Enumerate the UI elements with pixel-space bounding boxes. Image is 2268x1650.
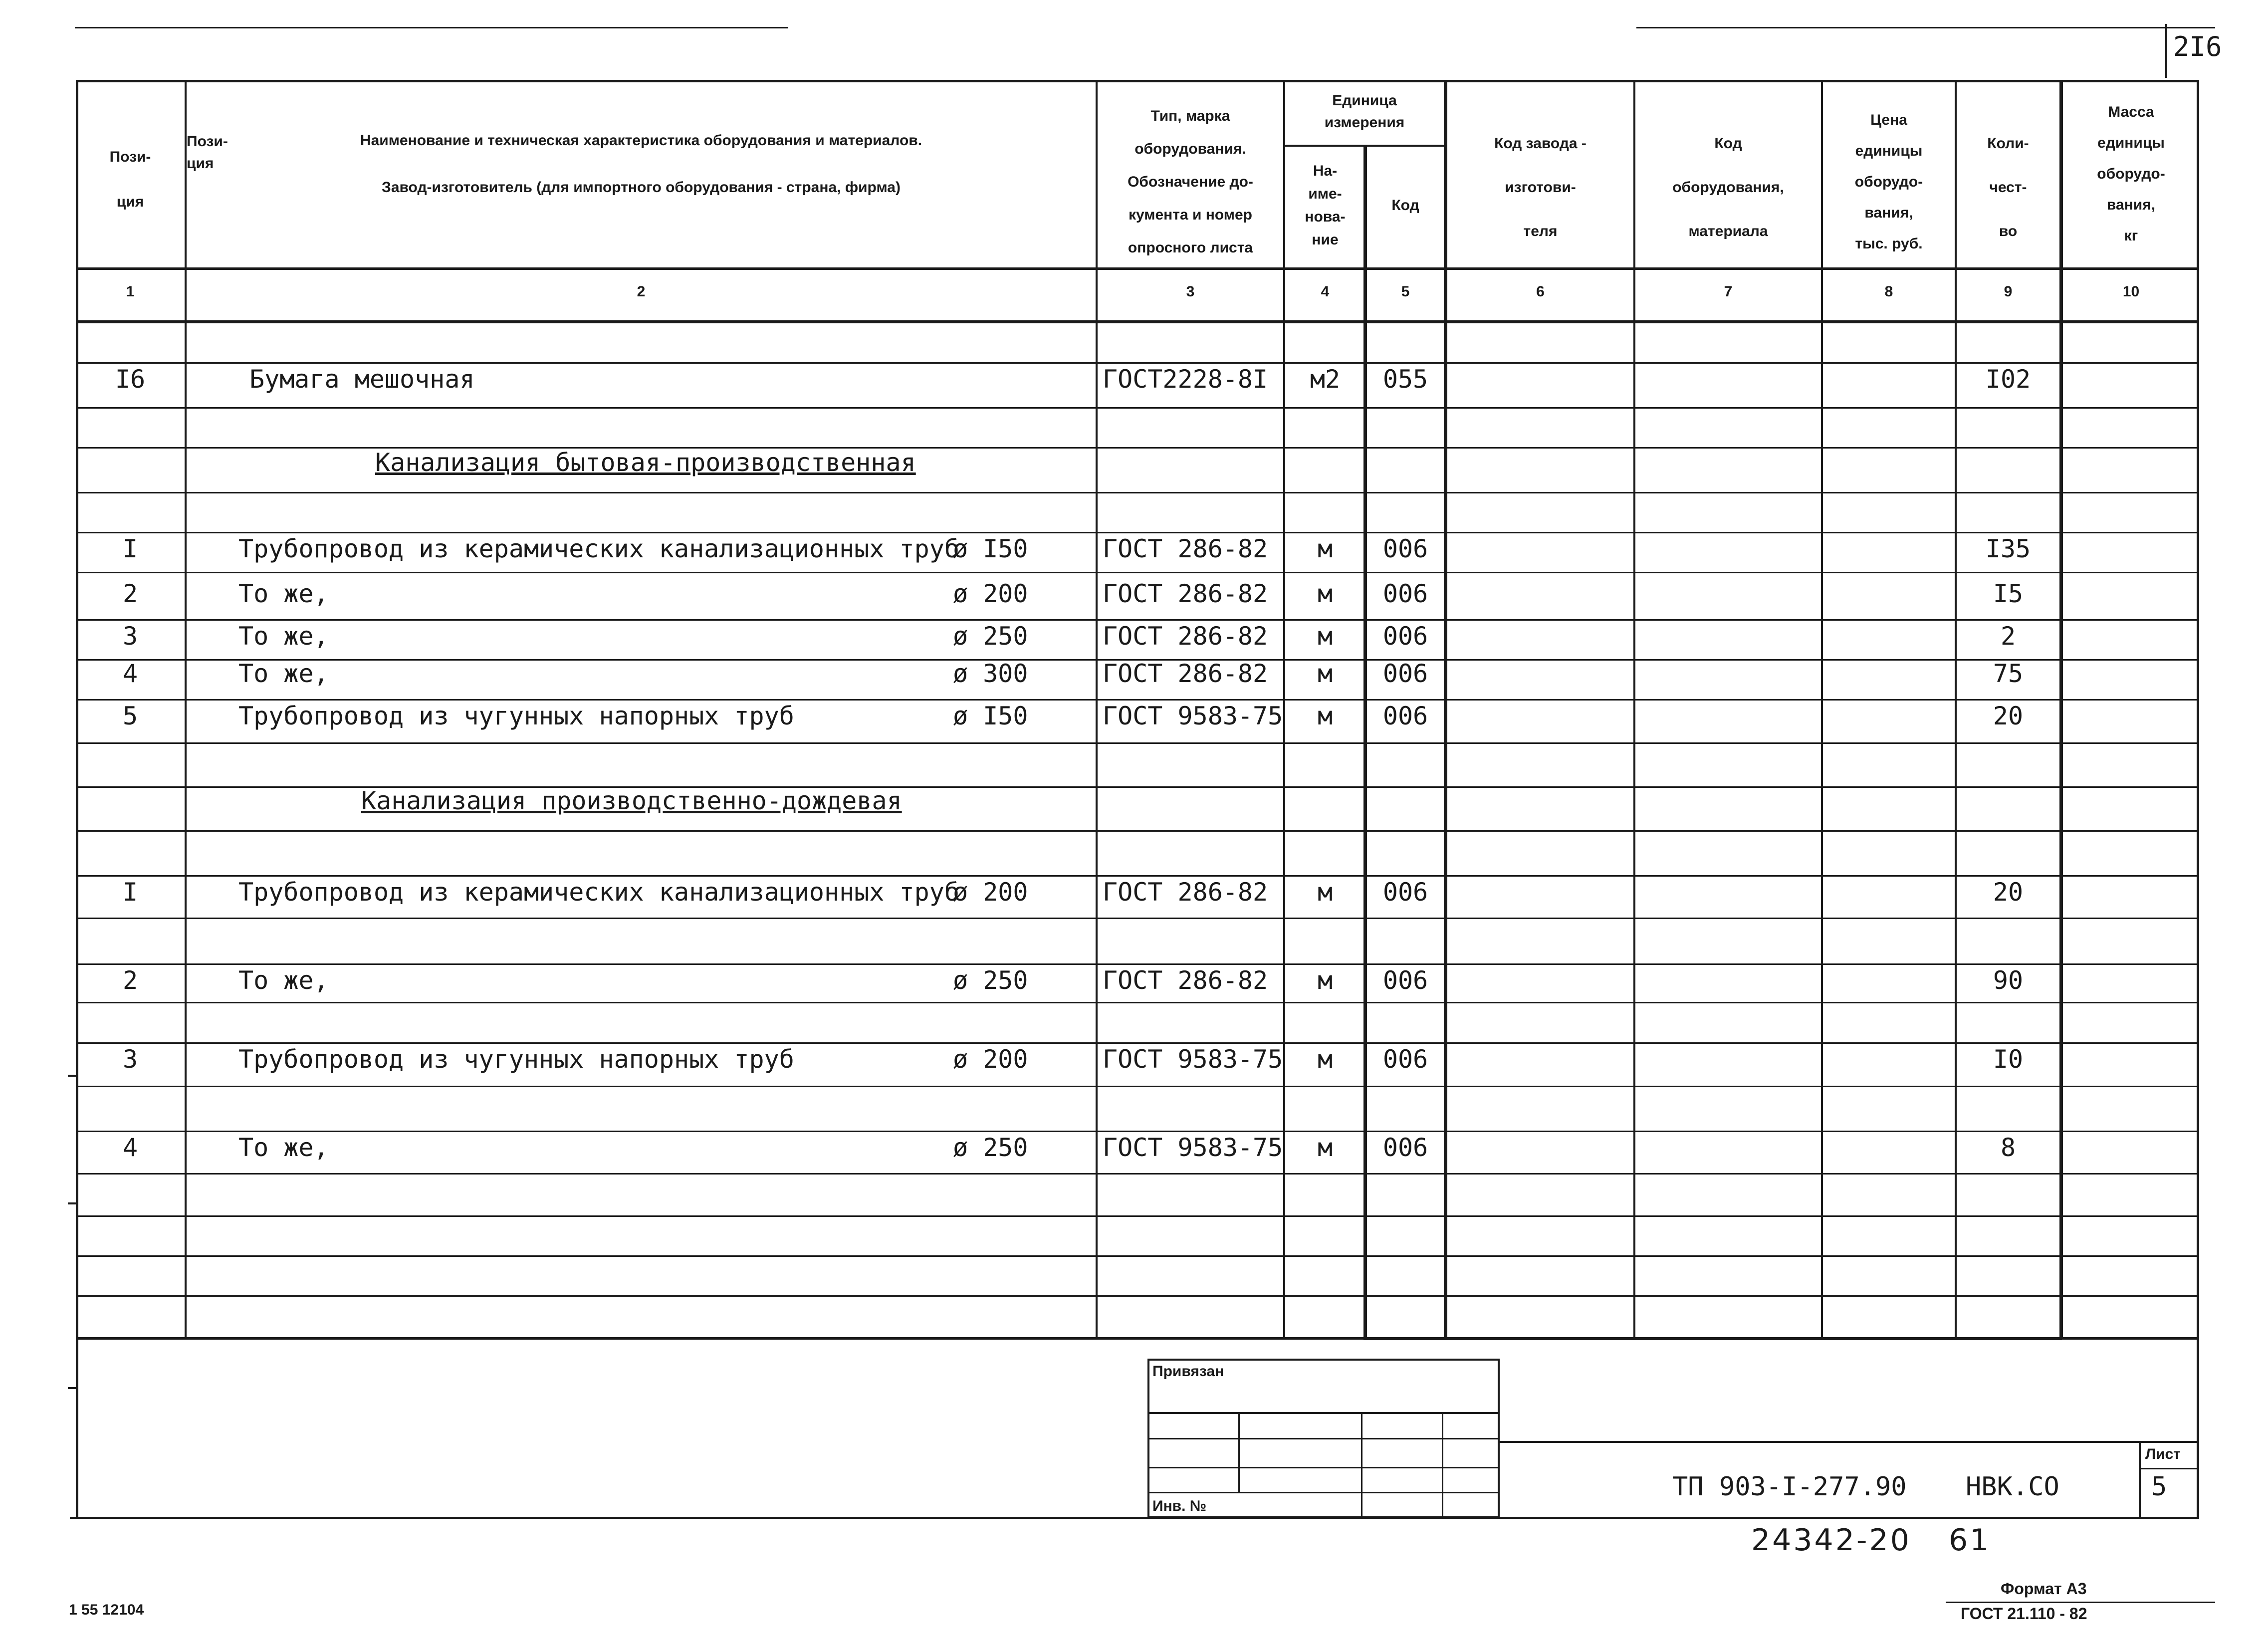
col-number: 9 bbox=[2004, 283, 2013, 300]
row-divider bbox=[76, 1173, 2199, 1175]
row-quantity: 20 bbox=[1993, 878, 2024, 907]
row-divider bbox=[76, 1042, 2199, 1044]
document-code: ТП 903-I-277.90 bbox=[1672, 1472, 1907, 1502]
row-unit: м bbox=[1317, 702, 1333, 730]
row-quantity: 2 bbox=[2000, 622, 2016, 651]
section-title: Канализация бытовая-производственная bbox=[375, 448, 916, 477]
row-position: 4 bbox=[122, 659, 138, 688]
header-mass: Масса единицы оборудо- вания, кг bbox=[2097, 104, 2165, 244]
row-unit-code: 006 bbox=[1382, 702, 1428, 730]
row-document: ГОСТ2228-8I bbox=[1103, 365, 1268, 394]
footer-format: Формат А3 bbox=[2001, 1580, 2087, 1598]
col-number: 5 bbox=[1401, 283, 1410, 300]
row-quantity: I5 bbox=[1993, 579, 2024, 608]
row-name: Трубопровод из чугунных напорных труб bbox=[238, 702, 794, 730]
row-document: ГОСТ 286-82 bbox=[1103, 659, 1268, 688]
row-position: 3 bbox=[122, 622, 138, 651]
row-unit: м bbox=[1317, 659, 1333, 688]
row-position: I6 bbox=[115, 365, 146, 394]
header-name-line1: Наименование и техническая характеристика оборудования и материалов. bbox=[360, 132, 922, 149]
row-quantity: 8 bbox=[2000, 1133, 2016, 1162]
page-number: 2I6 bbox=[2173, 31, 2222, 62]
col-number: 3 bbox=[1186, 283, 1195, 300]
row-divider bbox=[76, 1002, 2199, 1003]
row-divider bbox=[76, 1215, 2199, 1217]
row-name: То же, bbox=[238, 622, 329, 651]
row-name: То же, bbox=[238, 579, 329, 608]
row-position: 2 bbox=[122, 966, 138, 995]
row-unit: м bbox=[1317, 1045, 1333, 1074]
col-number: 8 bbox=[1884, 283, 1893, 300]
row-divider bbox=[76, 362, 2199, 364]
row-divider bbox=[76, 699, 2199, 701]
row-unit-code: 006 bbox=[1382, 878, 1428, 907]
row-diameter: ø 200 bbox=[953, 878, 1028, 907]
row-unit-code: 006 bbox=[1382, 659, 1428, 688]
row-document: ГОСТ 286-82 bbox=[1103, 534, 1268, 563]
row-divider bbox=[76, 1255, 2199, 1257]
col-number: 10 bbox=[2122, 283, 2140, 300]
row-unit-code: 006 bbox=[1382, 966, 1428, 995]
row-name: То же, bbox=[238, 966, 329, 995]
col-number: 7 bbox=[1724, 283, 1733, 300]
row-name: То же, bbox=[238, 659, 329, 688]
row-position: I bbox=[122, 878, 138, 907]
row-divider bbox=[76, 918, 2199, 919]
row-unit-code: 006 bbox=[1382, 534, 1428, 563]
stamp-privyazan-label: Привязан bbox=[1152, 1363, 1224, 1380]
col-number: 6 bbox=[1536, 283, 1545, 300]
footer-left-code: 1 55 12104 bbox=[69, 1602, 144, 1618]
header-position: Пози- ция bbox=[109, 149, 151, 210]
row-document: ГОСТ 286-82 bbox=[1103, 878, 1268, 907]
handwritten-page: 61 bbox=[1949, 1523, 1991, 1558]
handwritten-number: 24342-20 bbox=[1751, 1523, 1911, 1558]
row-divider bbox=[76, 532, 2199, 533]
row-quantity: 90 bbox=[1993, 966, 2024, 995]
row-name: Бумага мешочная bbox=[249, 365, 475, 394]
col-number: 4 bbox=[1321, 283, 1330, 300]
row-quantity: I0 bbox=[1993, 1045, 2024, 1074]
row-diameter: ø 300 bbox=[953, 659, 1028, 688]
row-document: ГОСТ 9583-75 bbox=[1103, 702, 1283, 730]
row-document: ГОСТ 9583-75 bbox=[1103, 1133, 1283, 1162]
row-divider bbox=[76, 1131, 2199, 1132]
row-quantity: I02 bbox=[1985, 365, 2031, 394]
row-unit-code: 055 bbox=[1382, 365, 1428, 394]
row-unit: м bbox=[1317, 1133, 1333, 1162]
row-position: I bbox=[122, 534, 138, 563]
row-document: ГОСТ 286-82 bbox=[1103, 966, 1268, 995]
header-quantity: Коли- чест- во bbox=[1987, 135, 2029, 239]
row-unit: м2 bbox=[1310, 365, 1341, 394]
section-title: Канализация производственно-дождевая bbox=[361, 786, 902, 815]
row-quantity: 20 bbox=[1993, 702, 2024, 730]
row-divider bbox=[76, 1086, 2199, 1087]
footer-standard: ГОСТ 21.110 - 82 bbox=[1961, 1605, 2087, 1623]
row-diameter: ø 250 bbox=[953, 966, 1028, 995]
row-unit-code: 006 bbox=[1382, 1045, 1428, 1074]
stamp-inv-label: Инв. № bbox=[1152, 1498, 1207, 1514]
row-position: 5 bbox=[122, 702, 138, 730]
row-divider bbox=[76, 407, 2199, 409]
row-diameter: ø 250 bbox=[953, 622, 1028, 651]
row-divider bbox=[76, 1295, 2199, 1297]
col-number: 1 bbox=[126, 283, 135, 300]
row-unit-code: 006 bbox=[1382, 1133, 1428, 1162]
header-factory-code: Код завода - изготови- теля bbox=[1494, 135, 1587, 239]
row-quantity: 75 bbox=[1993, 659, 2024, 688]
row-diameter: ø I50 bbox=[953, 534, 1028, 563]
row-diameter: ø 200 bbox=[953, 579, 1028, 608]
row-divider bbox=[76, 875, 2199, 877]
document-mark: НВК.СО bbox=[1966, 1472, 2059, 1502]
row-divider bbox=[76, 742, 2199, 744]
row-diameter: ø 200 bbox=[953, 1045, 1028, 1074]
sheet-label: Лист bbox=[2145, 1446, 2181, 1462]
header-name-line2: Завод-изготовитель (для импортного оборудования - страна, фирма) bbox=[382, 179, 901, 196]
header-equipment-code: Код оборудования, материала bbox=[1672, 135, 1784, 239]
row-position: 3 bbox=[122, 1045, 138, 1074]
row-unit: м bbox=[1317, 622, 1333, 651]
row-diameter: ø I50 bbox=[953, 702, 1028, 730]
header-unit-code: Код bbox=[1391, 197, 1419, 214]
row-divider bbox=[76, 492, 2199, 493]
row-position: 4 bbox=[122, 1133, 138, 1162]
row-divider bbox=[76, 619, 2199, 621]
row-name: Трубопровод из керамических канализационных труб bbox=[238, 878, 959, 907]
row-unit: м bbox=[1317, 878, 1333, 907]
row-name: То же, bbox=[238, 1133, 329, 1162]
header-unit-name: На- име- нова- ние bbox=[1305, 163, 1346, 248]
header-type: Тип, марка оборудования. Обозначение до- кумента и номер опросного листа bbox=[1128, 108, 1253, 256]
row-quantity: I35 bbox=[1985, 534, 2031, 563]
row-divider bbox=[76, 963, 2199, 965]
row-document: ГОСТ 9583-75 bbox=[1103, 1045, 1283, 1074]
row-name: Трубопровод из керамических канализационных труб bbox=[238, 534, 959, 563]
header-unit-group: Единица измерения bbox=[1324, 92, 1405, 131]
row-diameter: ø 250 bbox=[953, 1133, 1028, 1162]
row-divider bbox=[76, 572, 2199, 573]
sheet-number: 5 bbox=[2151, 1472, 2167, 1502]
row-position: 2 bbox=[122, 579, 138, 608]
row-document: ГОСТ 286-82 bbox=[1103, 622, 1268, 651]
row-unit-code: 006 bbox=[1382, 622, 1428, 651]
row-document: ГОСТ 286-82 bbox=[1103, 579, 1268, 608]
header-price: Цена единицы оборудо- вания, тыс. руб. bbox=[1854, 112, 1923, 252]
row-unit-code: 006 bbox=[1382, 579, 1428, 608]
row-unit: м bbox=[1317, 534, 1333, 563]
row-unit: м bbox=[1317, 966, 1333, 995]
row-unit: м bbox=[1317, 579, 1333, 608]
row-name: Трубопровод из чугунных напорных труб bbox=[238, 1045, 794, 1074]
row-divider bbox=[76, 830, 2199, 832]
col-number: 2 bbox=[637, 283, 646, 300]
